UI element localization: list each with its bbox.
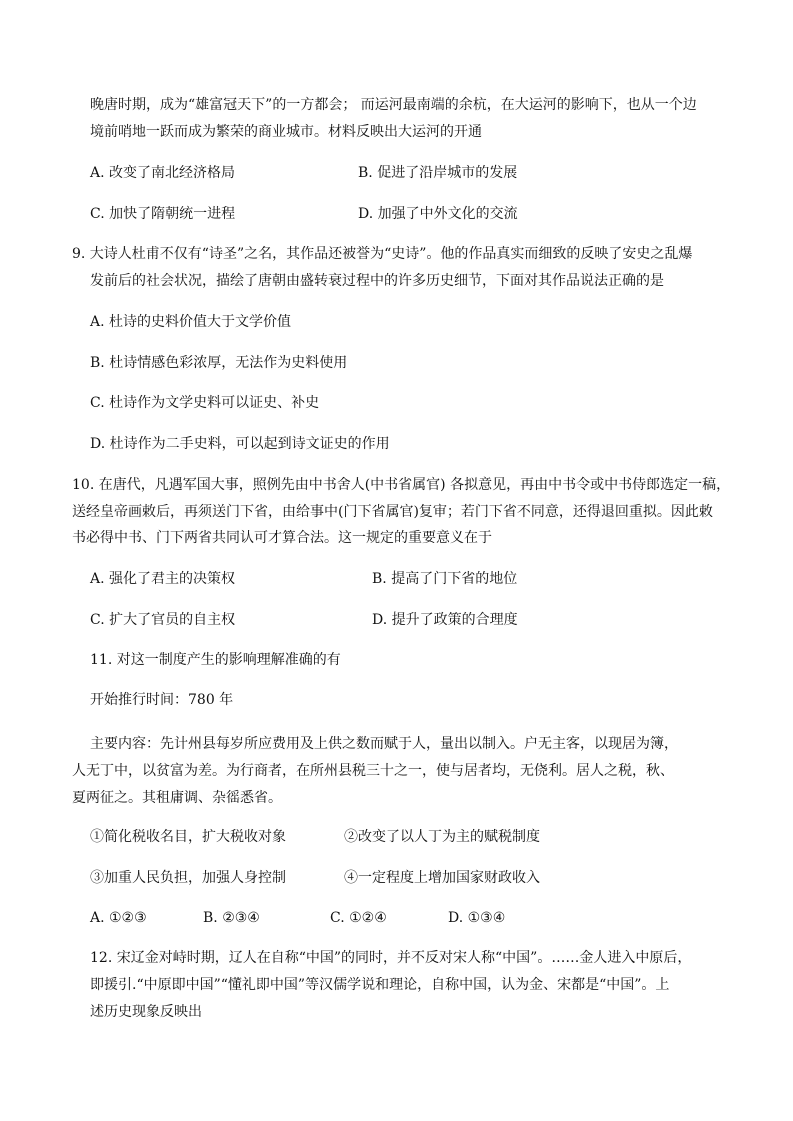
q8-stem-line-1: 晚唐时期，成为“雄富冠天下”的一方都会； 而运河最南端的余杭，在大运河的影响下，也从一个边 (90, 97, 697, 113)
q11-content-line-1: 主要内容：先计州县每岁所应费用及上供之数而赋于人，量出以制入。户无主客，以现居为簿， (90, 736, 678, 752)
q10-stem-line-3: 书必得中书、门下两省共同认可才算合法。这一规定的重要意义在于 (72, 530, 492, 546)
q10-option-d: D. 提升了政策的合理度 (372, 612, 518, 628)
q11-item-2: ②改变了以人丁为主的赋税制度 (344, 829, 540, 845)
q11-item-3: ③加重人民负担，加强人身控制 (90, 870, 286, 886)
q11-start-time: 开始推行时间：780 年 (90, 692, 234, 708)
q11-option-d: D. ①③④ (448, 910, 506, 926)
q9-stem-line-2: 发前后的社会状况，描绘了唐朝由盛转衰过程中的许多历史细节，下面对其作品说法正确的是 (90, 273, 664, 289)
q9-option-c: C. 杜诗作为文学史料可以证史、补史 (90, 395, 320, 411)
q10-stem-line-2: 送经皇帝画敕后，再须送门下省，由给事中(门下省属官)复审；若门下省不同意，还得退回重拟。因此敕 (72, 504, 713, 520)
q10-option-b: B. 提高了门下省的地位 (372, 571, 518, 587)
q10-stem-line-1: 10. 在唐代，凡遇军国大事，照例先由中书舍人(中书省属官) 各拟意见，再由中书令或中书侍郎选定一稿， (72, 477, 731, 493)
q11-option-a: A. ①②③ (90, 910, 147, 926)
q10-option-a: A. 强化了君主的决策权 (90, 571, 236, 587)
q11-content-line-2: 人无丁中，以贫富为差。为行商者，在所州县税三十之一，使与居者均，无侥利。居人之税，秋、 (72, 763, 674, 779)
q9-stem-line-1: 9. 大诗人杜甫不仅有“诗圣”之名，其作品还被誉为“史诗”。他的作品真实而细致的反映了安史之乱爆 (72, 246, 693, 262)
q9-option-a: A. 杜诗的史料价值大于文学价值 (90, 314, 292, 330)
q8-option-d: D. 加强了中外文化的交流 (358, 206, 518, 222)
q11-content-line-3: 夏两征之。其租庸调、杂徭悉省。 (72, 790, 282, 806)
q11-item-1: ①简化税收名目，扩大税收对象 (90, 829, 286, 845)
q8-option-a: A. 改变了南北经济格局 (90, 165, 236, 181)
q9-option-b: B. 杜诗情感色彩浓厚，无法作为史料使用 (90, 355, 348, 371)
q12-stem-line-1: 12. 宋辽金对峙时期，辽人在自称“中国”的同时，并不反对宋人称“中国”。……金人进入中原后， (90, 950, 692, 966)
q10-option-c: C. 扩大了官员的自主权 (90, 612, 236, 628)
q11-stem: 11. 对这一制度产生的影响理解准确的有 (90, 652, 341, 668)
q12-stem-line-3: 述历史现象反映出 (90, 1004, 202, 1020)
q9-option-d: D. 杜诗作为二手史料，可以起到诗文证史的作用 (90, 436, 390, 452)
q12-stem-line-2: 即援引.“中原即中国”“懂礼即中国”等汉儒学说和理论，自称中国，认为金、宋都是“中国”。上 (90, 977, 670, 993)
q8-option-c: C. 加快了隋朝统一进程 (90, 206, 236, 222)
q8-stem-line-2: 境前哨地一跃而成为繁荣的商业城市。材料反映出大运河的开通 (90, 124, 482, 140)
q11-item-4: ④一定程度上增加国家财政收入 (344, 870, 540, 886)
q8-option-b: B. 促进了沿岸城市的发展 (358, 165, 518, 181)
q11-option-c: C. ①②④ (330, 910, 387, 926)
q11-option-b: B. ②③④ (203, 910, 260, 926)
